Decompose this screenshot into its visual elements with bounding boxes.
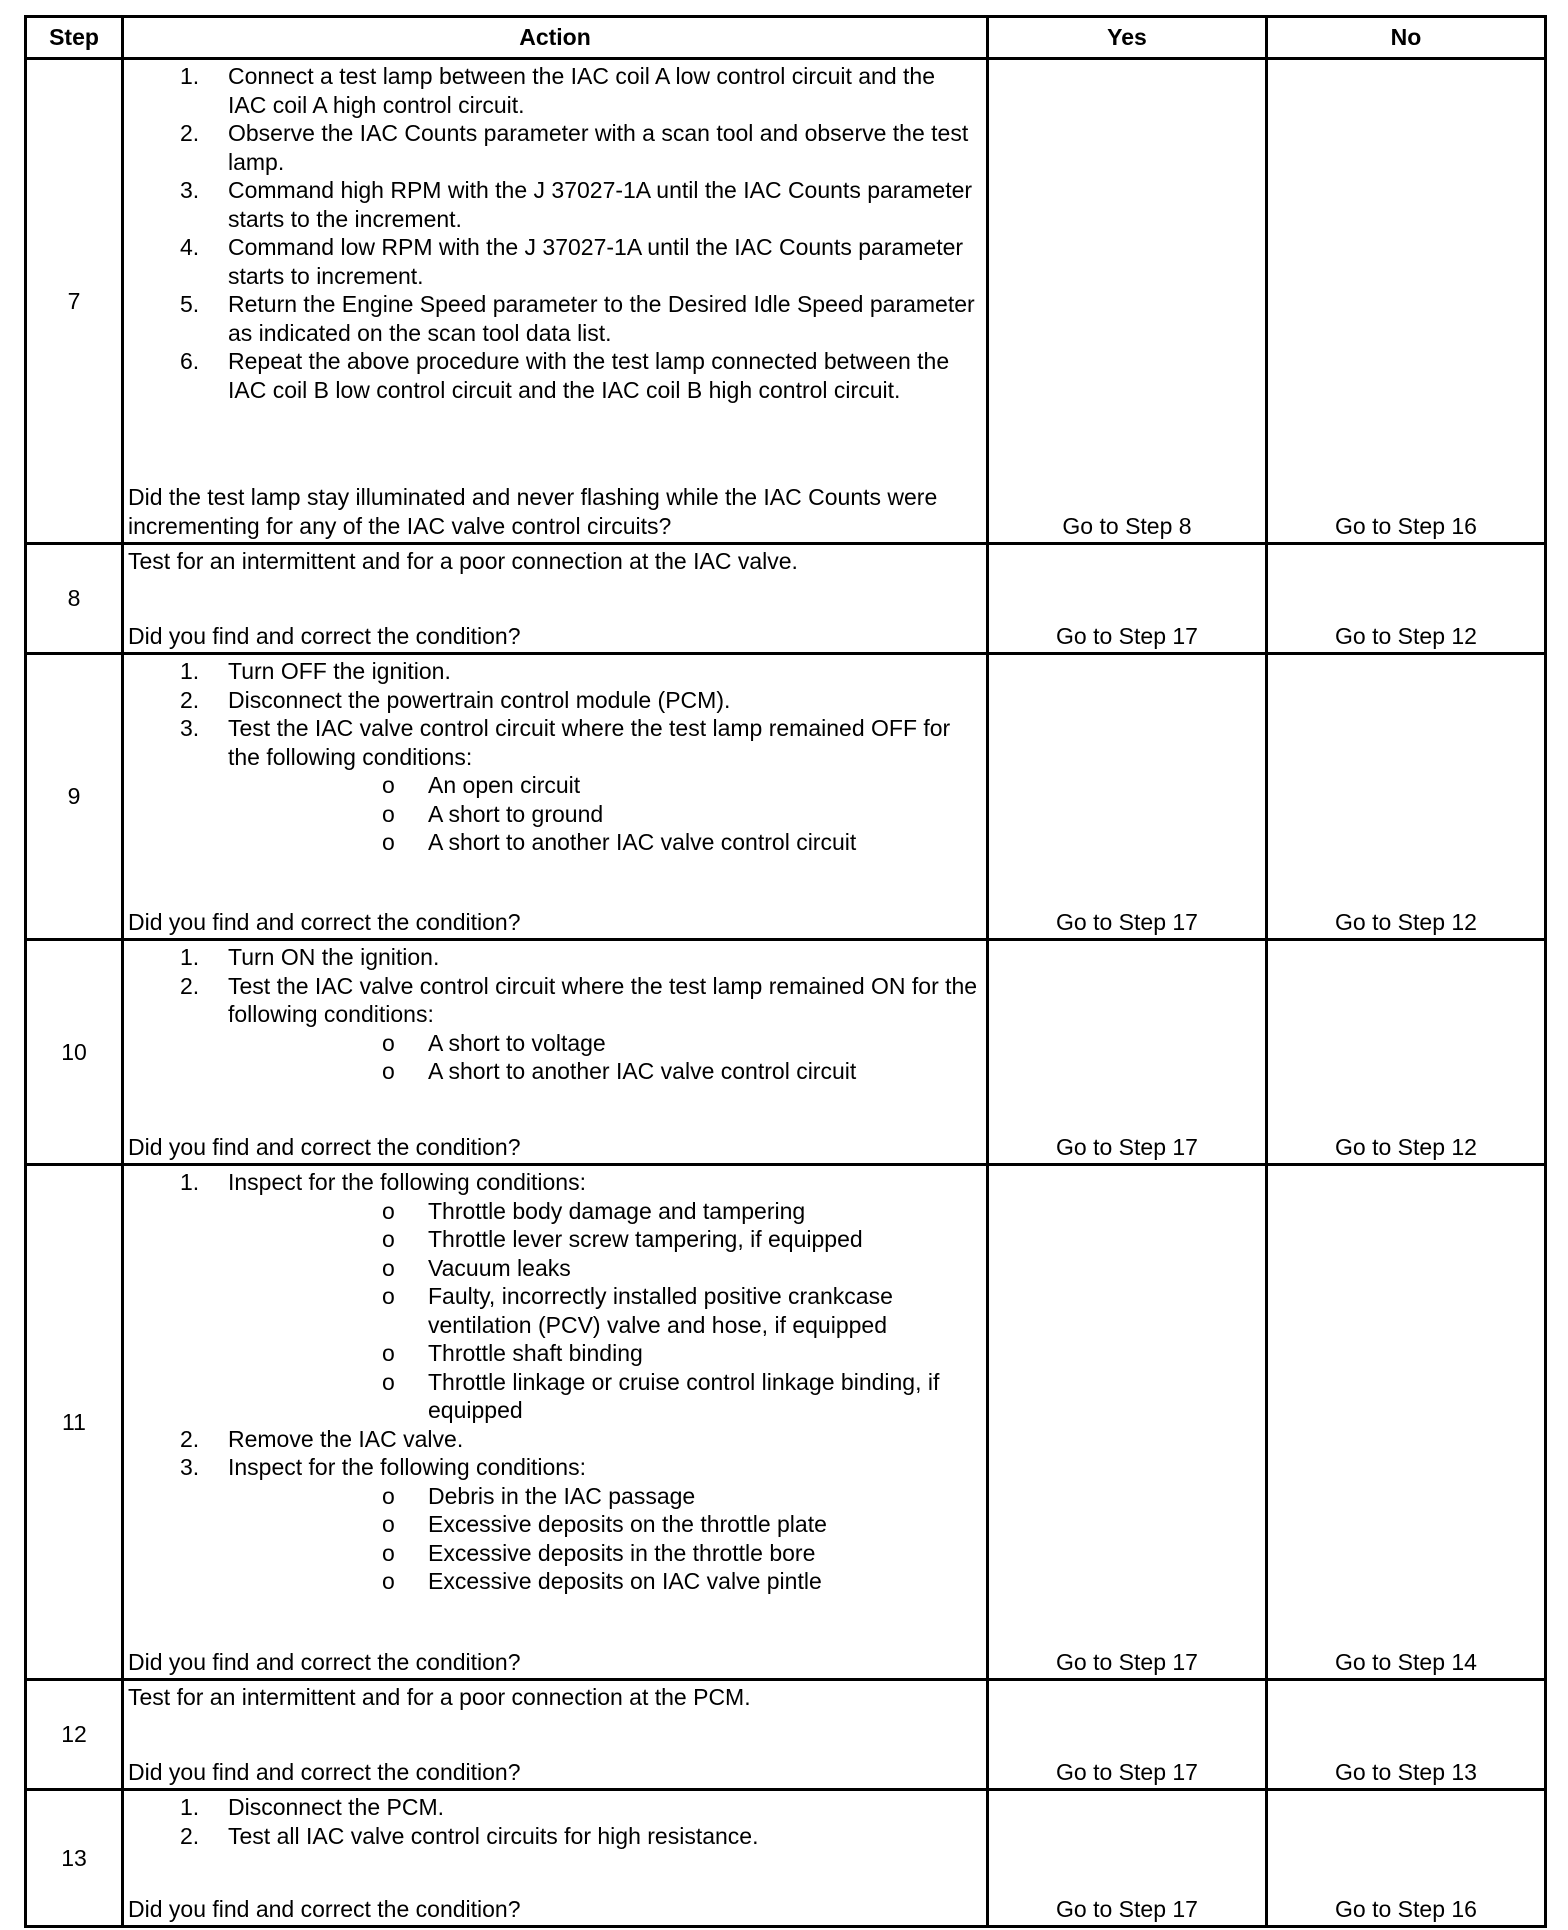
header-step: Step <box>26 17 123 59</box>
table-header-row <box>26 17 1546 59</box>
header-action: Action <box>123 17 988 59</box>
table-row-step-7 <box>26 59 1546 544</box>
no-cell: Go to Step 12 <box>1267 544 1546 654</box>
bullet-item: o Vacuum leaks <box>382 1254 571 1281</box>
bullet-item: o Faulty, incorrectly installed positive crankcase ventilation (PCV) valve and hose, if equipped <box>382 1283 893 1338</box>
list-item: 6. Repeat the above procedure with the test lamp connected between the IAC coil B low control circuit and the IAC coil B high control circuit. <box>180 348 950 403</box>
question-text: Did you find and correct the condition? <box>128 1648 521 1675</box>
table-row-step-10 <box>26 940 1546 1165</box>
question-text: Did you find and correct the condition? <box>128 1895 521 1922</box>
list-item: 3. Test the IAC valve control circuit where the test lamp remained OFF for the following conditions: o An open circuit o A short to ground o A short to another IAC valve control circuit <box>128 714 978 857</box>
header-no: No <box>1267 17 1546 59</box>
action-cell <box>123 59 988 544</box>
list-item: 1. Turn ON the ignition. <box>180 944 440 970</box>
step-number: 11 <box>26 1165 123 1680</box>
numbered-list <box>128 1793 978 1850</box>
step-number: 13 <box>26 1790 123 1927</box>
action-cell <box>123 1790 988 1927</box>
bullet-list <box>228 771 978 857</box>
bullet-item: o Throttle shaft binding <box>382 1340 643 1366</box>
list-item: 1. Inspect for the following conditions: o Throttle body damage and tampering o Throttle lever screw tampering, if equipped o Vacuum leaks o Faulty, incorrectly installed positive crankcase ventilation (PCV) valve and hose, if equipped o Throttle shaft binding o Throttle linkage or cruise control linkage binding, if equipped <box>128 1168 978 1425</box>
yes-cell: Go to Step 17 <box>988 1165 1267 1680</box>
bullet-item: o A short to voltage <box>382 1029 606 1056</box>
action-cell <box>123 544 988 654</box>
bullet-item: o Throttle linkage or cruise control linkage binding, if equipped <box>382 1368 940 1423</box>
list-item: 3. Inspect for the following conditions: o Debris in the IAC passage o Excessive deposits on the throttle plate o Excessive deposits in the throttle bore o Excessive deposits on IAC valve pintle <box>128 1453 978 1596</box>
list-item: 2. Observe the IAC Counts parameter with a scan tool and observe the test lamp. <box>180 120 969 175</box>
document-page <box>24 15 1544 1928</box>
list-item: 1. Turn OFF the ignition. <box>180 658 451 684</box>
question-text: Did you find and correct the condition? <box>128 908 521 935</box>
list-item: 1. Connect a test lamp between the IAC coil A low control circuit and the IAC coil A high control circuit. <box>180 63 935 118</box>
action-cell <box>123 1680 988 1790</box>
bullet-item: o A short to another IAC valve control circuit <box>382 829 857 855</box>
action-cell <box>123 654 988 940</box>
list-item: 4. Command low RPM with the J 37027-1A until the IAC Counts parameter starts to increment. <box>180 234 964 289</box>
diagnostic-table <box>24 15 1547 1928</box>
numbered-list <box>128 943 978 1086</box>
table-row-step-9 <box>26 654 1546 940</box>
bullet-list <box>228 1197 978 1425</box>
table-row-step-12 <box>26 1680 1546 1790</box>
yes-cell: Go to Step 17 <box>988 1790 1267 1927</box>
bullet-item: o Excessive deposits on IAC valve pintle <box>382 1568 822 1594</box>
list-item: 2. Remove the IAC valve. <box>180 1425 464 1452</box>
list-item: 3. Command high RPM with the J 37027-1A until the IAC Counts parameter starts to the increment. <box>180 177 973 232</box>
numbered-list <box>128 1168 978 1596</box>
list-item: 2. Test the IAC valve control circuit where the test lamp remained ON for the following conditions: o A short to voltage o A short to another IAC valve control circuit <box>180 972 978 1084</box>
no-cell: Go to Step 12 <box>1267 654 1546 940</box>
question-text: Did you find and correct the condition? <box>128 1758 521 1785</box>
question-text: Did you find and correct the condition? <box>128 1133 521 1160</box>
no-cell: Go to Step 14 <box>1267 1165 1546 1680</box>
bullet-item: o Excessive deposits in the throttle bore <box>382 1539 816 1566</box>
bullet-item: o Excessive deposits on the throttle plate <box>382 1511 827 1537</box>
action-text: Test for an intermittent and for a poor connection at the IAC valve. <box>128 548 798 574</box>
step-number: 9 <box>26 654 123 940</box>
action-cell <box>123 940 988 1165</box>
list-item: 2. Disconnect the powertrain control module (PCM). <box>180 686 731 713</box>
question-text: Did you find and correct the condition? <box>128 622 521 649</box>
step-number: 8 <box>26 544 123 654</box>
list-item: 2. Test all IAC valve control circuits for high resistance. <box>180 1822 759 1849</box>
bullet-item: o Throttle body damage and tampering <box>382 1197 806 1224</box>
list-item: 5. Return the Engine Speed parameter to the Desired Idle Speed parameter as indicated on the scan tool data list. <box>180 291 975 346</box>
bullet-item: o An open circuit <box>382 772 581 798</box>
table-row-step-8 <box>26 544 1546 654</box>
no-cell: Go to Step 13 <box>1267 1680 1546 1790</box>
bullet-item: o Throttle lever screw tampering, if equipped <box>382 1226 863 1252</box>
yes-cell: Go to Step 17 <box>988 654 1267 940</box>
action-cell <box>123 1165 988 1680</box>
table-row-step-11 <box>26 1165 1546 1680</box>
step-number: 10 <box>26 940 123 1165</box>
bullet-list <box>228 1029 978 1086</box>
no-cell: Go to Step 12 <box>1267 940 1546 1165</box>
yes-cell: Go to Step 17 <box>988 1680 1267 1790</box>
step-number: 12 <box>26 1680 123 1790</box>
no-cell: Go to Step 16 <box>1267 59 1546 544</box>
list-item: 1. Disconnect the PCM. <box>180 1794 445 1820</box>
numbered-list <box>128 62 978 404</box>
action-text: Test for an intermittent and for a poor connection at the PCM. <box>128 1684 751 1710</box>
bullet-item: o Debris in the IAC passage <box>382 1482 696 1509</box>
bullet-item: o A short to another IAC valve control circuit <box>382 1058 857 1084</box>
bullet-list <box>228 1482 978 1596</box>
header-yes: Yes <box>988 17 1267 59</box>
numbered-list <box>128 657 978 857</box>
bullet-item: o A short to ground <box>382 800 604 827</box>
yes-cell: Go to Step 17 <box>988 940 1267 1165</box>
question-text: Did the test lamp stay illuminated and never flashing while the IAC Counts were incrementing for any of the IAC valve control circuits? <box>128 484 938 539</box>
yes-cell: Go to Step 8 <box>988 59 1267 544</box>
step-number: 7 <box>26 59 123 544</box>
table-row-step-13 <box>26 1790 1546 1927</box>
yes-cell: Go to Step 17 <box>988 544 1267 654</box>
no-cell: Go to Step 16 <box>1267 1790 1546 1927</box>
